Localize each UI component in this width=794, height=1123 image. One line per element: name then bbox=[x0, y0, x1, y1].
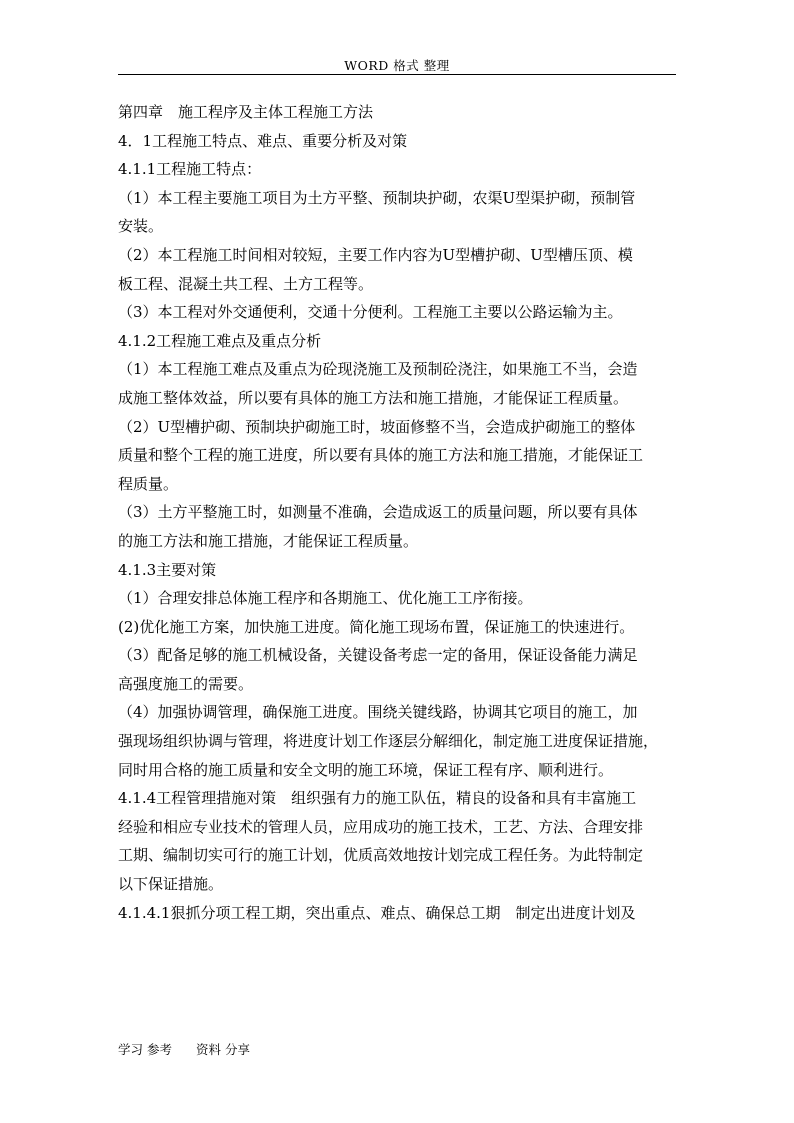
text-line: 程质量。 bbox=[118, 474, 179, 493]
text-line: 4.1.3主要对策 bbox=[118, 560, 217, 579]
text-line: 经验和相应专业技术的管理人员，应用成功的施工技术，工艺、方法、合理安排 bbox=[118, 817, 644, 836]
text-line: 4.1.1工程施工特点： bbox=[118, 160, 262, 179]
page-footer bbox=[118, 1040, 250, 1058]
page-header: WORD 格式 整理 bbox=[344, 58, 450, 73]
text-line: 同时用合格的施工质量和安全文明的施工环境，保证工程有序、顺利进行。 bbox=[118, 760, 614, 779]
text-line: 安装。 bbox=[118, 217, 164, 236]
document-body bbox=[118, 98, 678, 927]
text-line: 工期、编制切实可行的施工计划，优质高效地按计划完成工程任务。为此特制定 bbox=[118, 846, 644, 865]
text-line: 4.1.2工程施工难点及重点分析 bbox=[118, 331, 322, 350]
text-line: 高强度施工的需要。 bbox=[118, 674, 254, 693]
text-line: （2）U型槽护砌、预制块护砌施工时，坡面修整不当，会造成护砌施工的整体 bbox=[118, 417, 636, 436]
footer-left: 学习 参考 bbox=[118, 1042, 172, 1057]
text-line: 4.1.4.1狠抓分项工程工期，突出重点、难点、确保总工期 制定出进度计划及 bbox=[118, 903, 636, 922]
text-line: （3）土方平整施工时，如测量不准确，会造成返工的质量问题，所以要有具体 bbox=[118, 503, 638, 522]
text-line: 的施工方法和施工措施，才能保证工程质量。 bbox=[118, 531, 419, 550]
text-line: (2)优化施工方案，加快施工进度。简化施工现场布置，保证施工的快速进行。 bbox=[118, 617, 635, 636]
header-rule bbox=[118, 74, 676, 75]
text-line: 板工程、混凝土共工程、土方工程等。 bbox=[118, 274, 374, 293]
text-line: （1）本工程主要施工项目为土方平整、预制块护砌，农渠U型渠护砌，预制管 bbox=[118, 188, 636, 207]
text-line: 第四章 施工程序及主体工程施工方法 bbox=[118, 103, 374, 121]
text-line: （4）加强协调管理，确保施工进度。围绕关键线路，协调其它项目的施工，加 bbox=[118, 703, 638, 722]
text-line: （1）合理安排总体施工程序和各期施工、优化施工工序衔接。 bbox=[118, 589, 533, 608]
text-line: 强现场组织协调与管理，将进度计划工作逐层分解细化，制定施工进度保证措施， bbox=[118, 732, 659, 751]
text-line: （1）本工程施工难点及重点为砼现浇施工及预制砼浇注，如果施工不当，会造 bbox=[118, 360, 638, 379]
text-line: （3）本工程对外交通便利，交通十分便利。工程施工主要以公路运输为主。 bbox=[118, 303, 623, 322]
footer-right: 资料 分享 bbox=[195, 1042, 250, 1057]
text-line: 4．1工程施工特点、难点、重要分析及对策 bbox=[118, 131, 408, 150]
text-line: （2）本工程施工时间相对较短，主要工作内容为U型槽护砌、U型槽压顶、模 bbox=[118, 245, 633, 264]
text-line: 质量和整个工程的施工进度，所以要有具体的施工方法和施工措施，才能保证工 bbox=[118, 446, 644, 465]
text-line: 以下保证措施。 bbox=[118, 875, 224, 894]
text-line: 4.1.4工程管理措施对策 组织强有力的施工队伍，精良的设备和具有丰富施工 bbox=[118, 789, 637, 808]
text-line: 成施工整体效益，所以要有具体的施工方法和施工措施，才能保证工程质量。 bbox=[118, 388, 629, 407]
text-line: （3）配备足够的施工机械设备，关键设备考虑一定的备用，保证设备能力满足 bbox=[118, 646, 638, 665]
